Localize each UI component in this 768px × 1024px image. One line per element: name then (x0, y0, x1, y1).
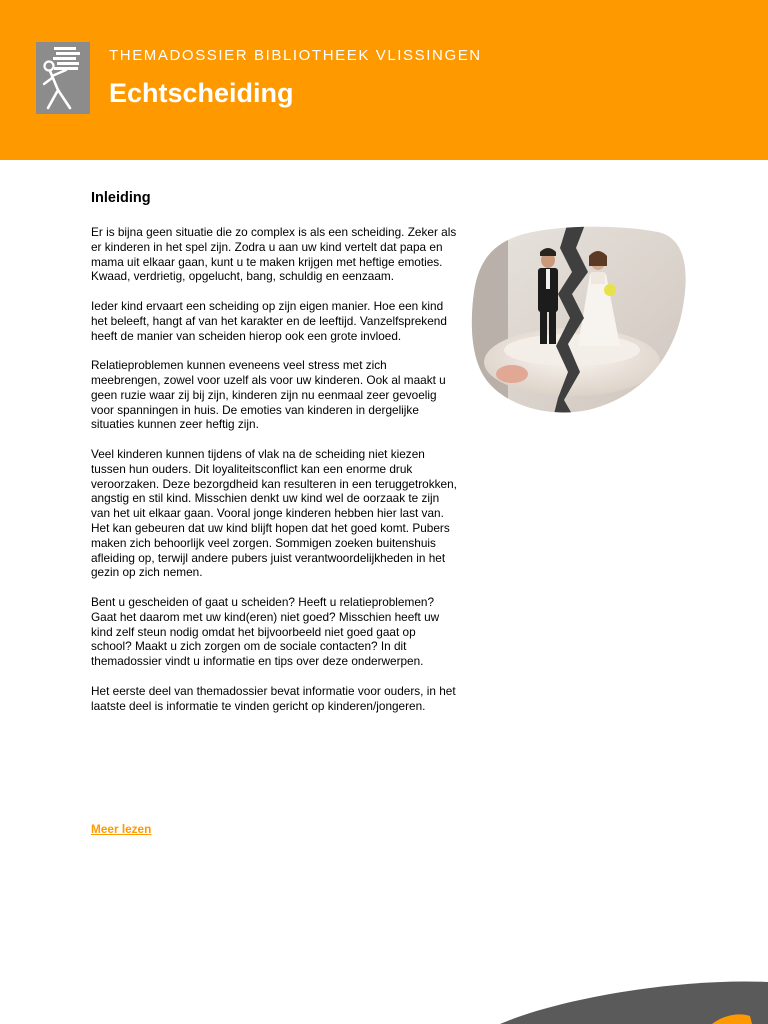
library-logo (36, 42, 90, 114)
organization-name: THEMADOSSIER BIBLIOTHEEK VLISSINGEN (109, 47, 482, 64)
broken-wedding-cake-topper-photo (468, 222, 690, 414)
reading-person-with-books-icon (36, 42, 90, 114)
paragraph: Veel kinderen kunnen tijdens of vlak na de scheiding niet kiezen tussen hun ouders. Dit loyaliteitsconflict kan een enorme druk veroorzaken. Deze bezorgdheid kan resulteren in een teruggetrokken, angstig en stil kind. Misschien denkt uw kind wel de oorzaak te zijn van het uit elkaar gaan. Vooral jonge kinderen hebben hier last van. Het kan gebeuren dat uw kind blijft hopen dat het goed komt. Pubers maken zich behoorlijk veel zorgen. Sommigen zoeken buitenshuis afleiding op, terwijl andere pubers juist verantwoordelijkheden in het gezin op zich nemen. (91, 446, 457, 580)
paragraph: Relatieproblemen kunnen eveneens veel stress met zich meebrengen, zowel voor uzelf als voor uw kinderen. Ook al maakt u geen ruzie waar zij bij zijn, kinderen zijn nu eenmaal zeer gevoelig voor spanningen in huis. De emoties van kinderen in dergelijke situaties kunnen zeer heftig zijn. (91, 358, 446, 432)
paragraph: Bent u gescheiden of gaat u scheiden? Heeft u relatieproblemen? Gaat het daarom met uw kind(eren) niet goed? Misschien heeft uw kind zelf steun nodig omdat het bijvoorbeeld niet goed gaat op school? Maakt u zich zorgen om de sociale contacten? In dit themadossier vindt u informatie en tips over deze onderwerpen. (91, 594, 440, 669)
paragraph: Er is bijna geen situatie die zo complex is als een scheiding. Zeker als er kinderen in het spel zijn. Zodra u aan uw kind vertelt dat papa en mama uit elkaar gaan, kunt u te maken krijgen met heftige emoties. Kwaad, verdrietig, opgelucht, bang, schuldig en eenzaam. (91, 225, 457, 284)
page-title: Echtscheiding (109, 78, 294, 108)
section-heading: Inleiding (91, 190, 151, 206)
intro-text (91, 225, 459, 728)
paragraph: Het eerste deel van themadossier bevat informatie voor ouders, in het laatste deel is informatie te vinden gericht op kinderen/jongeren. (91, 683, 456, 713)
paragraph: Ieder kind ervaart een scheiding op zijn eigen manier. Hoe een kind het beleeft, hangt af van het karakter en de leeftijd. Vanzelfsprekend heeft de manier van scheiden hierop ook een grote invloed. (91, 298, 447, 343)
page-header (0, 0, 768, 160)
read-more-link[interactable]: Meer lezen (91, 822, 152, 836)
